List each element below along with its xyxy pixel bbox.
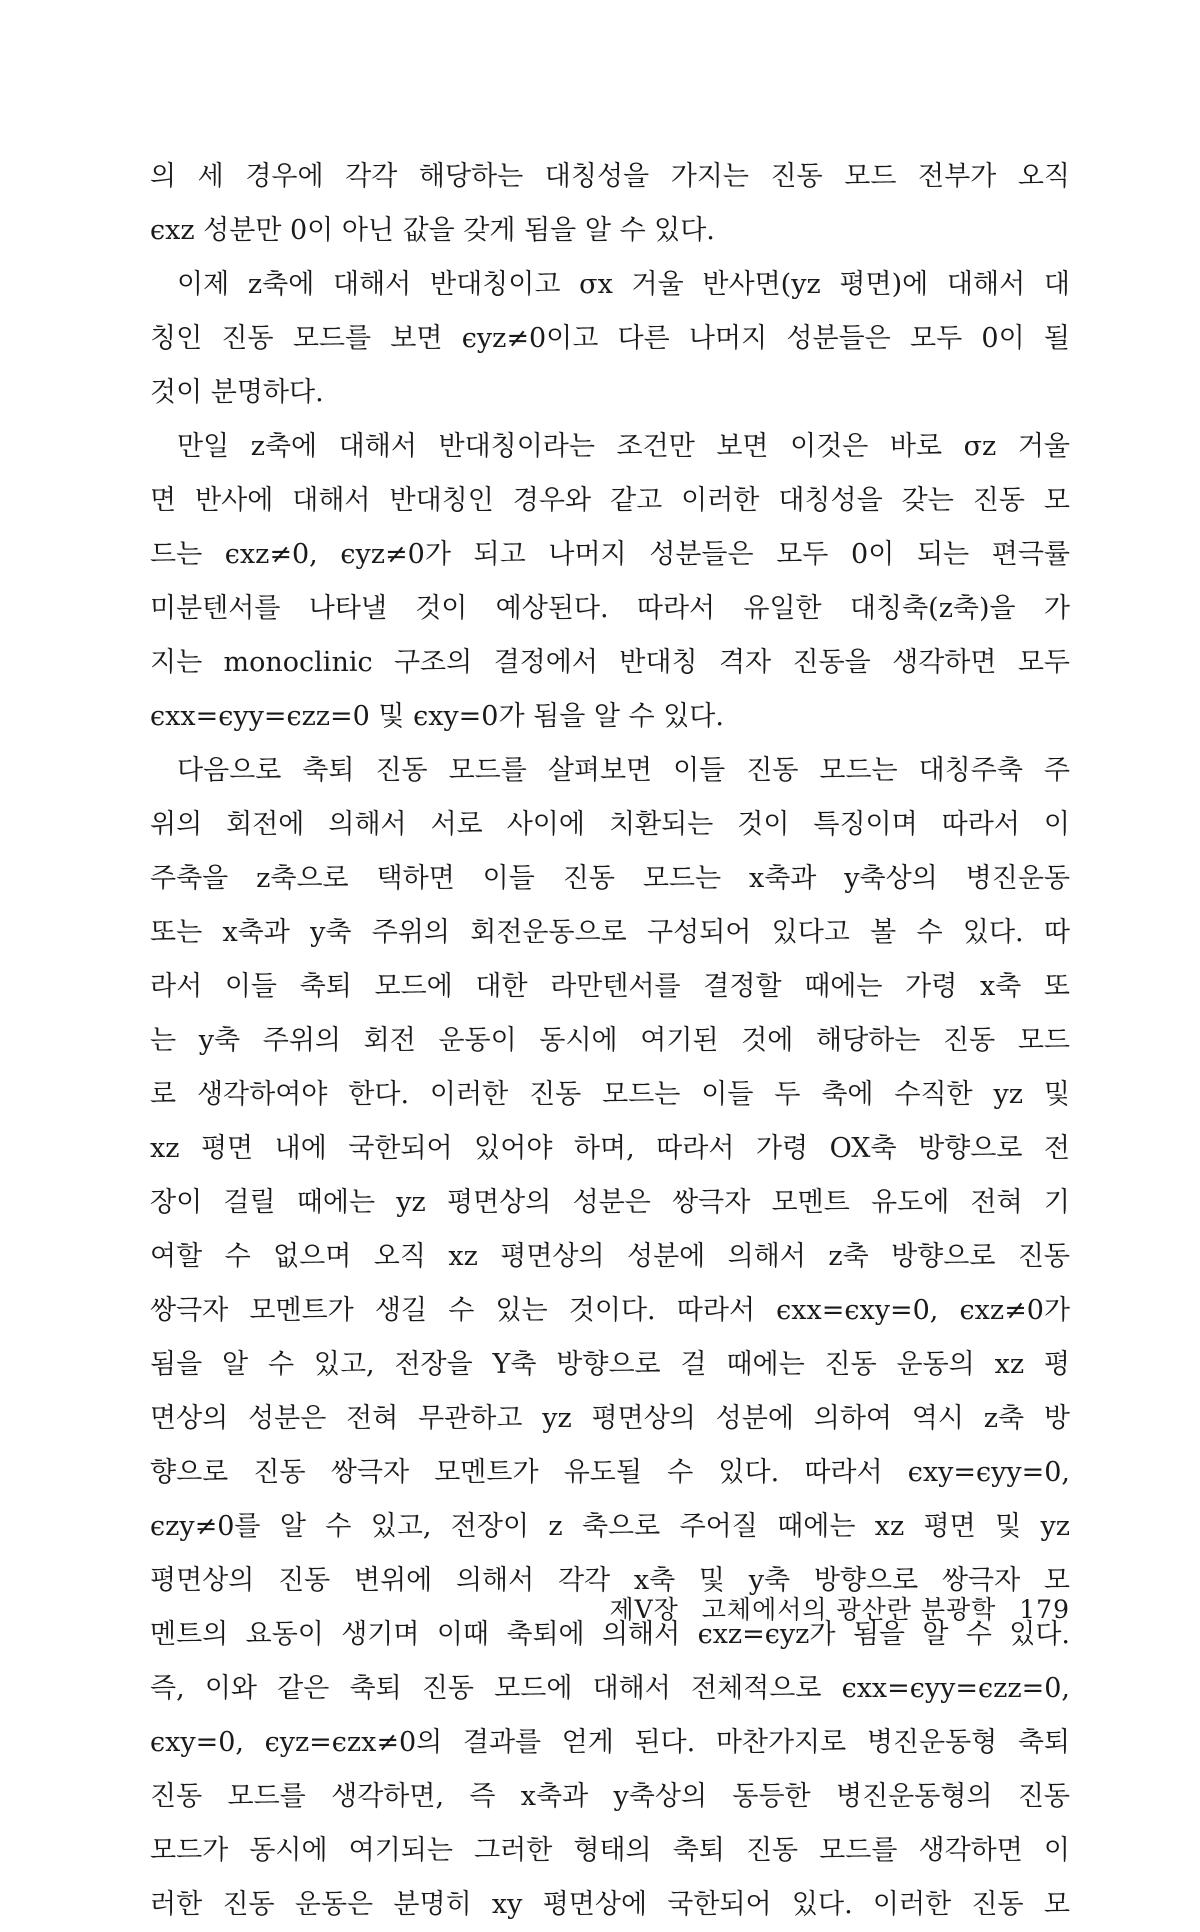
text-line: 쌍극자 모멘트가 생길 수 있는 것이다. 따라서 ϵxx=ϵxy=0, ϵxz≠0가 <box>150 1295 1070 1326</box>
text-line: ϵxy=0, ϵyz=ϵzx≠0의 결과를 얻게 된다. 마찬가지로 병진운동형 축퇴 <box>150 1727 1070 1758</box>
paragraph-1 <box>150 150 1070 258</box>
text-line: 평면상의 진동 변위에 의해서 각각 x축 및 y축 방향으로 쌍극자 모 <box>150 1565 1070 1596</box>
text-line: 즉, 이와 같은 축퇴 진동 모드에 대해서 전체적으로 ϵxx=ϵyy=ϵzz=0, <box>150 1673 1070 1704</box>
paragraph-3 <box>150 420 1070 744</box>
text-line: 면상의 성분은 전혀 무관하고 yz 평면상의 성분에 의하여 역시 z축 방 <box>150 1403 1070 1434</box>
text-line: ϵxx=ϵyy=ϵzz=0 및 ϵxy=0가 됨을 알 수 있다. <box>150 701 724 732</box>
page-footer <box>150 1590 1070 1626</box>
text-line: ϵxz 성분만 0이 아닌 값을 갖게 됨을 알 수 있다. <box>150 215 715 246</box>
text-line: 향으로 진동 쌍극자 모멘트가 유도될 수 있다. 따라서 ϵxy=ϵyy=0, <box>150 1457 1070 1488</box>
text-line: 멘트의 요동이 생기며 이때 축퇴에 의해서 ϵxz=ϵyz가 됨을 알 수 있다. <box>150 1619 1070 1650</box>
text-line: 주축을 z축으로 택하면 이들 진동 모드는 x축과 y축상의 병진운동 <box>150 863 1070 894</box>
paragraph-2 <box>150 258 1070 420</box>
text-line: xz 평면 내에 국한되어 있어야 하며, 따라서 가령 OX축 방향으로 전 <box>150 1133 1070 1164</box>
text-line: 드는 ϵxz≠0, ϵyz≠0가 되고 나머지 성분들은 모두 0이 되는 편극률 <box>150 539 1070 570</box>
text-line: 는 y축 주위의 회전 운동이 동시에 여기된 것에 해당하는 진동 모드 <box>150 1025 1070 1056</box>
text-line: 라서 이들 축퇴 모드에 대한 라만텐서를 결정할 때에는 가령 x축 또 <box>150 971 1070 1002</box>
text-line: 진동 모드를 생각하면, 즉 x축과 y축상의 동등한 병진운동형의 진동 <box>150 1781 1070 1812</box>
document-body <box>150 150 1070 1932</box>
text-line: 또는 x축과 y축 주위의 회전운동으로 구성되어 있다고 볼 수 있다. 따 <box>150 917 1070 948</box>
text-line: 장이 걸릴 때에는 yz 평면상의 성분은 쌍극자 모멘트 유도에 전혀 기 <box>150 1187 1070 1218</box>
text-line: 면 반사에 대해서 반대칭인 경우와 같고 이러한 대칭성을 갖는 진동 모 <box>150 485 1070 516</box>
text-line: 러한 진동 운동은 분명히 xy 평면상에 국한되어 있다. 이러한 진동 모 <box>150 1889 1070 1920</box>
text-line: 지는 monoclinic 구조의 결정에서 반대칭 격자 진동을 생각하면 모두 <box>150 647 1070 678</box>
page-number: 179 <box>1019 1595 1070 1624</box>
text-line: 의 세 경우에 각각 해당하는 대칭성을 가지는 진동 모드 전부가 오직 <box>150 161 1070 192</box>
text-line: 여할 수 없으며 오직 xz 평면상의 성분에 의해서 z축 방향으로 진동 <box>150 1241 1070 1272</box>
text-line: 모드가 동시에 여기되는 그러한 형태의 축퇴 진동 모드를 생각하면 이 <box>150 1835 1070 1866</box>
text-line: 것이 분명하다. <box>150 377 324 408</box>
text-line: 미분텐서를 나타낼 것이 예상된다. 따라서 유일한 대칭축(z축)을 가 <box>150 593 1070 624</box>
text-line: ϵzy≠0를 알 수 있고, 전장이 z 축으로 주어질 때에는 xz 평면 및 yz <box>150 1511 1070 1542</box>
text-line: 이제 z축에 대해서 반대칭이고 σx 거울 반사면(yz 평면)에 대해서 대 <box>177 269 1070 300</box>
text-line: 로 생각하여야 한다. 이러한 진동 모드는 이들 두 축에 수직한 yz 및 <box>150 1079 1070 1110</box>
text-line: 다음으로 축퇴 진동 모드를 살펴보면 이들 진동 모드는 대칭주축 주 <box>177 755 1070 786</box>
text-line: 됨을 알 수 있고, 전장을 Y축 방향으로 걸 때에는 진동 운동의 xz 평 <box>150 1349 1070 1380</box>
text-line: 위의 회전에 의해서 서로 사이에 치환되는 것이 특징이며 따라서 이 <box>150 809 1070 840</box>
text-line: 만일 z축에 대해서 반대칭이라는 조건만 보면 이것은 바로 σz 거울 <box>177 431 1070 462</box>
paragraph-4 <box>150 744 1070 1932</box>
footer-title: 고체에서의 광산란 분광학 <box>701 1595 997 1624</box>
footer-chapter: 제V장 <box>609 1595 679 1624</box>
text-line: 칭인 진동 모드를 보면 ϵyz≠0이고 다른 나머지 성분들은 모두 0이 될 <box>150 323 1070 354</box>
